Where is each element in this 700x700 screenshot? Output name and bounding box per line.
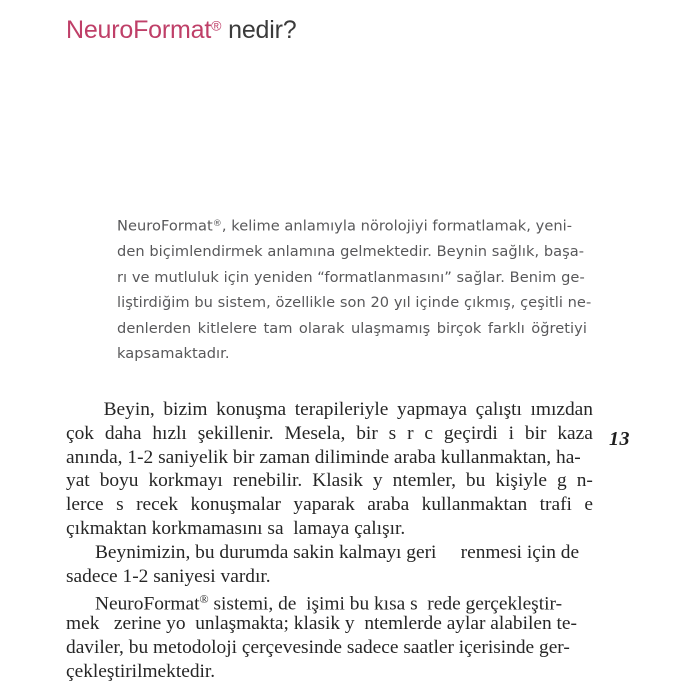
page-title-rest: nedir? — [221, 15, 297, 44]
intro-line-1-brand: NeuroFormat®, kelime anlamıyla nörolojiyi formatlamak, yeni- — [117, 217, 573, 235]
intro-line-2: den biçimlendirmek anlamına gelmektedir. Beynin sağlık, başa- — [117, 243, 585, 261]
page-title — [66, 15, 296, 45]
registered-trademark-icon: ® — [211, 17, 222, 34]
body-line-1: Beyin, bizim konuşma terapileriyle yapmaya çalıştı ımızdan — [66, 398, 593, 422]
registered-trademark-icon: ® — [199, 592, 209, 607]
intro-line-1 — [117, 212, 587, 239]
body-line-4: yat boyu korkmayı renebilir. Klasik y ntemler, bu kişiyle g n- — [66, 470, 593, 492]
body-line-11: daviler, bu metodoloji çerçevesinde sadece saatler içerisinde ger- — [66, 636, 570, 658]
intro-line-4: liştirdiğim bu sistem, özellikle son 20 yıl içinde çıkmış, çeşitli ne- — [117, 294, 592, 312]
paragraph-indent — [66, 398, 95, 422]
registered-trademark-icon: ® — [212, 219, 222, 229]
page-number: 13 — [609, 428, 630, 450]
intro-line-6: kapsamaktadır. — [117, 345, 230, 363]
body-line-8: sadece 1-2 saniyesi vardır. — [66, 565, 271, 587]
body-line-12: çekleştirilmektedir. — [66, 660, 216, 682]
body-line-2: çok daha hızlı şekillenir. Mesela, bir s r c geçirdi i bir kaza — [66, 422, 593, 444]
page-title-brand-text: NeuroFormat — [66, 15, 212, 44]
body-text — [66, 398, 593, 684]
intro-paragraph — [117, 212, 592, 367]
body-line-10: mek zerine yo unlaşmakta; klasik y ntemlerde aylar alabilen te- — [66, 613, 577, 635]
body-line-3: anında, 1-2 saniyelik bir zaman diliminde araba kullanmaktan, ha- — [66, 446, 581, 468]
body-line-5: lerce s recek konuşmalar yaparak araba kullanmaktan trafi e — [66, 494, 593, 516]
intro-line-3: rı ve mutluluk için yeniden “formatlanmasını” sağlar. Benim ge- — [117, 268, 585, 286]
page-title-brand — [66, 16, 221, 44]
intro-line-5: denlerden kitlelere tam olarak ulaşmamış birçok farklı öğretiyi — [117, 319, 587, 337]
body-line-7: Beynimizin, bu durumda sakin kalmayı geri renmesi için de — [95, 541, 580, 563]
body-line-6: çıkmaktan korkmamasını sa lamaya çalışır. — [66, 517, 406, 539]
body-line-9: NeuroFormat® sistemi, de işimi bu kısa s rede gerçekleştir- — [95, 592, 563, 615]
